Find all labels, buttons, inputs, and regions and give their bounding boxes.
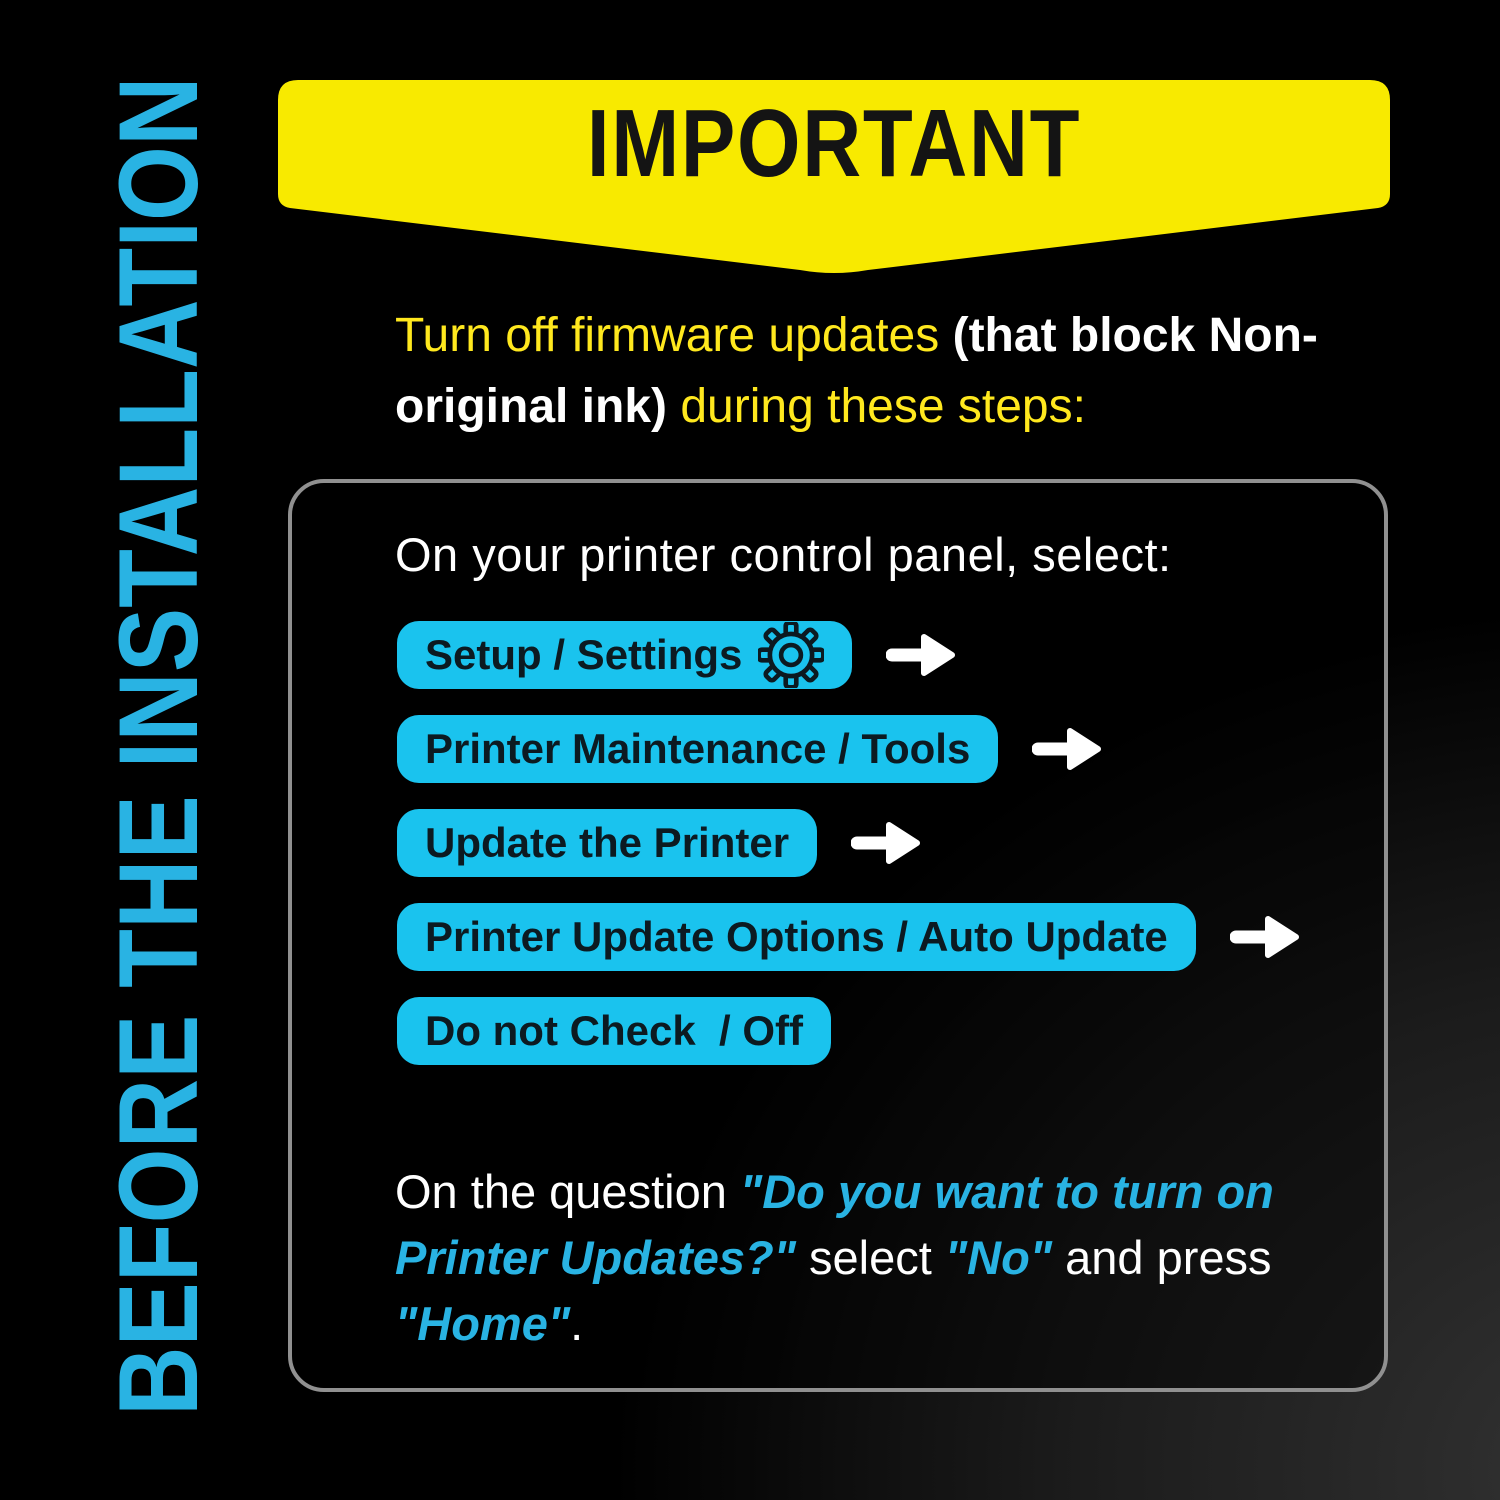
right-arrow-icon bbox=[886, 632, 958, 678]
note-plain: and press bbox=[1052, 1231, 1272, 1284]
note-highlight: "No" bbox=[944, 1231, 1053, 1284]
right-arrow-icon bbox=[851, 820, 923, 866]
step-button[interactable] bbox=[397, 809, 817, 877]
banner-title: IMPORTANT bbox=[586, 90, 1082, 197]
note-plain: select bbox=[795, 1231, 945, 1284]
step-button-label: Update the Printer bbox=[425, 819, 790, 866]
note-plain: . bbox=[570, 1297, 584, 1350]
step-row bbox=[397, 903, 1302, 971]
panel-heading: On your printer control panel, select: bbox=[395, 528, 1172, 581]
note-text bbox=[395, 1159, 1360, 1357]
intro-text bbox=[395, 300, 1470, 442]
steps-list bbox=[397, 621, 1302, 1065]
important-banner bbox=[278, 80, 1390, 276]
note-highlight: "Do you want to turn on Printer Updates?" bbox=[395, 1165, 1274, 1284]
step-button-label: Printer Update Options / Auto Update bbox=[425, 913, 1168, 960]
intro-part-3: during these steps: bbox=[667, 380, 1086, 433]
intro-part-2: (that block Non-original ink) bbox=[395, 309, 1318, 433]
note-highlight: "Home" bbox=[395, 1297, 571, 1350]
step-button[interactable] bbox=[397, 715, 998, 783]
step-row bbox=[397, 997, 1302, 1065]
step-button-label: Printer Maintenance / Tools bbox=[425, 725, 971, 772]
step-button-label: Do not Check / Off bbox=[425, 1007, 803, 1054]
step-row bbox=[397, 809, 1302, 877]
step-button-label: Setup / Settings bbox=[425, 631, 743, 678]
note-plain: On the question bbox=[395, 1165, 740, 1218]
step-row bbox=[397, 621, 1302, 689]
step-button[interactable] bbox=[397, 621, 852, 689]
before-installation-label: BEFORE THE INSTALLATION bbox=[96, 76, 221, 1417]
step-button[interactable] bbox=[397, 997, 831, 1065]
step-row bbox=[397, 715, 1302, 783]
step-button[interactable] bbox=[397, 903, 1196, 971]
right-arrow-icon bbox=[1032, 726, 1104, 772]
instructions-panel bbox=[288, 479, 1388, 1392]
gear-icon bbox=[758, 622, 824, 688]
right-arrow-icon bbox=[1230, 914, 1302, 960]
intro-part-1: Turn off firmware updates bbox=[395, 309, 953, 362]
